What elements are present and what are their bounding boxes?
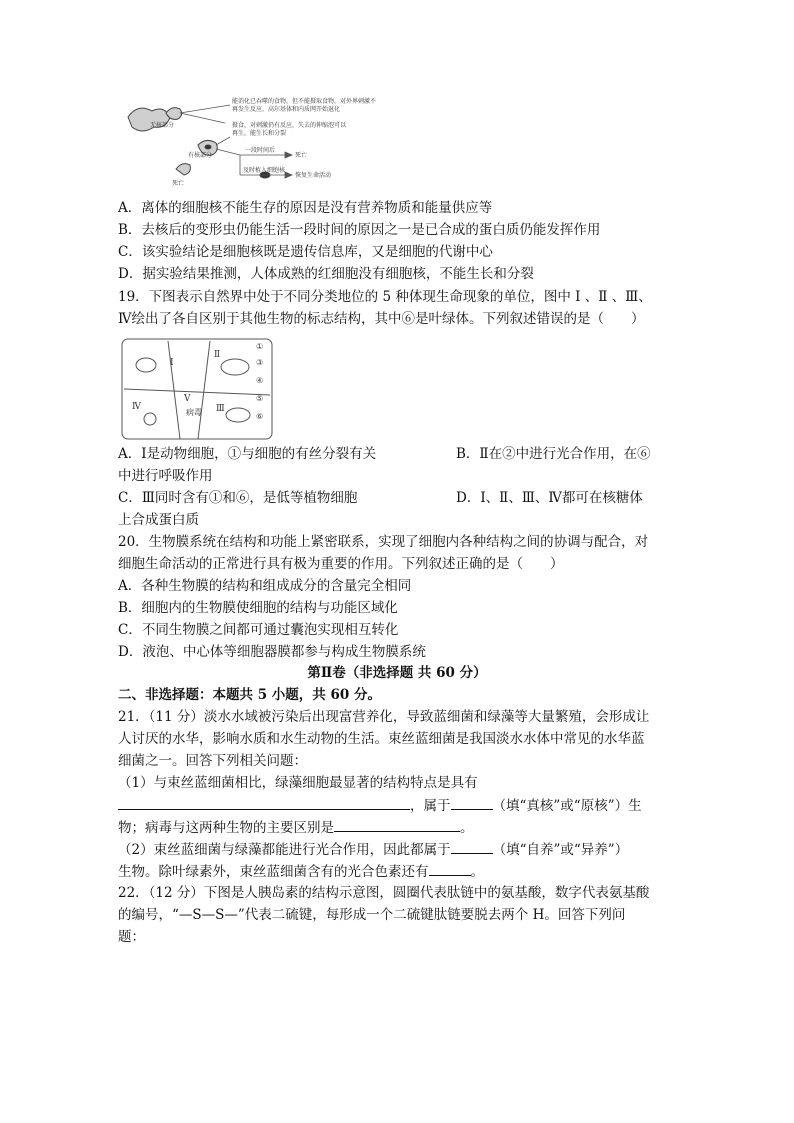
q18-option-d: D．据实验结果推测，人体成熟的红细胞没有细胞核，不能生长和分裂: [118, 266, 534, 282]
q21-sub1-line-1: （1）与束丝蓝细菌相比，绿藻细胞最显著的结构特点是具有: [118, 775, 478, 791]
q20-option-d: D．液泡、中心体等细胞器膜都参与构成生物膜系统: [118, 644, 426, 660]
q20-option-a: A．各种生物膜的结构和组成成分的含量完全相同: [118, 578, 412, 594]
outer-frame: [122, 339, 272, 439]
amoeba-experiment-figure: [120, 95, 420, 195]
note-line-1: 能消化已吞噬的食物，但不能摄取食物，对外界刺激不: [232, 98, 377, 105]
q18-option-c: C．该实验结论是细胞核既是遗传信息库，又是细胞的代谢中心: [118, 244, 493, 260]
q21-sub2-text-d: 。: [470, 864, 484, 880]
q21-sub1-text-b: （填“真核”或“原核”）生: [492, 798, 642, 814]
nucleus-sketch: [136, 358, 156, 372]
roman-IV: Ⅳ: [132, 402, 141, 412]
section-2-heading: 二、非选择题：本题共 5 小题，共 60 分。: [118, 687, 381, 703]
q19-option-b-line-1: B．Ⅱ在②中进行光合作用，在⑥: [456, 446, 651, 462]
q19-option-b-line-2: 中进行呼吸作用: [118, 468, 213, 484]
note-line-3: 摄食，对刺激仍有反应，失去的伸缩泡可以: [232, 122, 347, 129]
chloroplast-sketch: [221, 359, 249, 375]
label-dead-1: 死亡: [172, 180, 185, 187]
note-line-4: 再生，能生长和分裂: [232, 130, 287, 137]
label-enucleate: 无核部分: [150, 122, 175, 129]
marker-4: ④: [256, 376, 264, 385]
q18-option-b: B．去核后的变形虫仍能生活一段时间的原因之一是已合成的蛋白质仍能发挥作用: [118, 222, 601, 238]
q21-sub2-line-2: [118, 861, 484, 882]
q20-stem-line-1: 20．生物膜系统在结构和功能上紧密联系，实现了细胞内各种结构之间的协调与配合，对: [118, 534, 649, 550]
label-dead-2: 死亡: [295, 152, 308, 159]
q21-sub1-line-2: [118, 795, 642, 816]
label-recover: 恢复生命活动: [295, 172, 332, 179]
q21-sub1-text-c: 物；病毒与这两种生物的主要区别是: [118, 820, 334, 836]
label-implant: 及时植入细胞核: [243, 167, 286, 174]
q21-sub2-text-b: （填“自养”或“异养”）: [492, 842, 629, 858]
q19-option-d-line-2: 上合成蛋白质: [118, 512, 199, 528]
roman-V: Ⅴ: [184, 394, 191, 404]
marker-3: ③: [256, 358, 264, 367]
q21-sub1-line-3: [118, 817, 474, 838]
q20-stem-line-2: 细胞生命活动的正常进行具有极为重要的作用。下列叙述正确的是（ ）: [118, 556, 564, 572]
q21-sub1-text-d: 。: [460, 820, 474, 836]
q20-option-c: C．不同生物膜之间都可通过囊泡实现相互转化: [118, 622, 399, 638]
section-2-title: 第Ⅱ卷（非选择题 共 60 分）: [307, 665, 487, 681]
q18-option-a: A．离体的细胞核不能生存的原因是没有营养物质和能量供应等: [118, 200, 493, 216]
q21-line-2: 人讨厌的水华，影响水质和水生动物的生活。束丝蓝细菌是我国淡水水体中常见的水华蓝: [118, 731, 645, 747]
answer-blank[interactable]: [429, 861, 471, 876]
roman-I: Ⅰ: [170, 358, 174, 368]
label-after-period: 一段时间后: [245, 147, 276, 154]
marker-5: ⑤: [256, 394, 264, 403]
cell-types-figure: [120, 335, 280, 445]
marker-1: ①: [256, 342, 264, 351]
answer-blank[interactable]: [334, 817, 460, 832]
marker-6: ⑥: [256, 412, 264, 421]
q19-stem-line-1: 19．下图表示自然界中处于不同分类地位的 5 种体现生命现象的单位，图中 Ⅰ 、Ⅱ 、Ⅲ、: [118, 289, 652, 305]
q21-line-1: 21．（11 分）淡水水域被污染后出现富营养化，导致蓝细菌和绿藻等大量繁殖，会形成让: [118, 709, 650, 725]
q21-sub2-text-a: （2）束丝蓝细菌与绿藻都能进行光合作用，因此都属于: [118, 842, 451, 858]
q21-sub2-text-c: 生物。除叶绿素外，束丝蓝细菌含有的光合色素还有: [118, 864, 429, 880]
roman-II: Ⅱ: [214, 350, 221, 360]
virus-label: 病毒: [186, 408, 202, 417]
label-nucleate: 有核部分: [188, 152, 213, 159]
answer-blank[interactable]: [451, 795, 493, 810]
amoeba-dead: [176, 164, 190, 175]
answer-blank[interactable]: [451, 839, 493, 854]
q19-option-c: C．Ⅲ同时含有①和⑥，是低等植物细胞: [118, 490, 358, 506]
q19-option-d-line-1: D．Ⅰ、Ⅱ、Ⅲ、Ⅳ都可在核糖体: [456, 490, 643, 506]
q21-line-3: 细菌之一。回答下列相关问题：: [118, 753, 307, 769]
note-line-2: 再发生反应，高尔基体和内质网开始退化: [232, 106, 341, 113]
q19-option-a: A．Ⅰ是动物细胞，①与细胞的有丝分裂有关: [118, 446, 377, 462]
q21-sub2-line-1: [118, 839, 628, 860]
roman-III: Ⅲ: [216, 404, 225, 414]
q20-option-b: B．细胞内的生物膜使细胞的结构与功能区域化: [118, 600, 398, 616]
q22-line-3: 题：: [118, 929, 145, 945]
q22-line-2: 的编号，“—S—S—”代表二硫键，每形成一个二硫键肽链要脱去两个 H。回答下列问: [118, 907, 626, 923]
answer-blank[interactable]: [118, 795, 410, 810]
q21-sub1-text-a: ，属于: [410, 798, 451, 814]
q19-stem-line-2: Ⅳ绘出了各自区别于其他生物的标志结构，其中⑥是叶绿体。下列叙述错误的是（ ）: [118, 311, 645, 327]
nucleus-dot: [205, 145, 211, 149]
q22-line-1: 22．（12 分）下图是人胰岛素的结构示意图，圆圈代表肽链中的氨基酸，数字代表氨基酸: [118, 885, 650, 901]
